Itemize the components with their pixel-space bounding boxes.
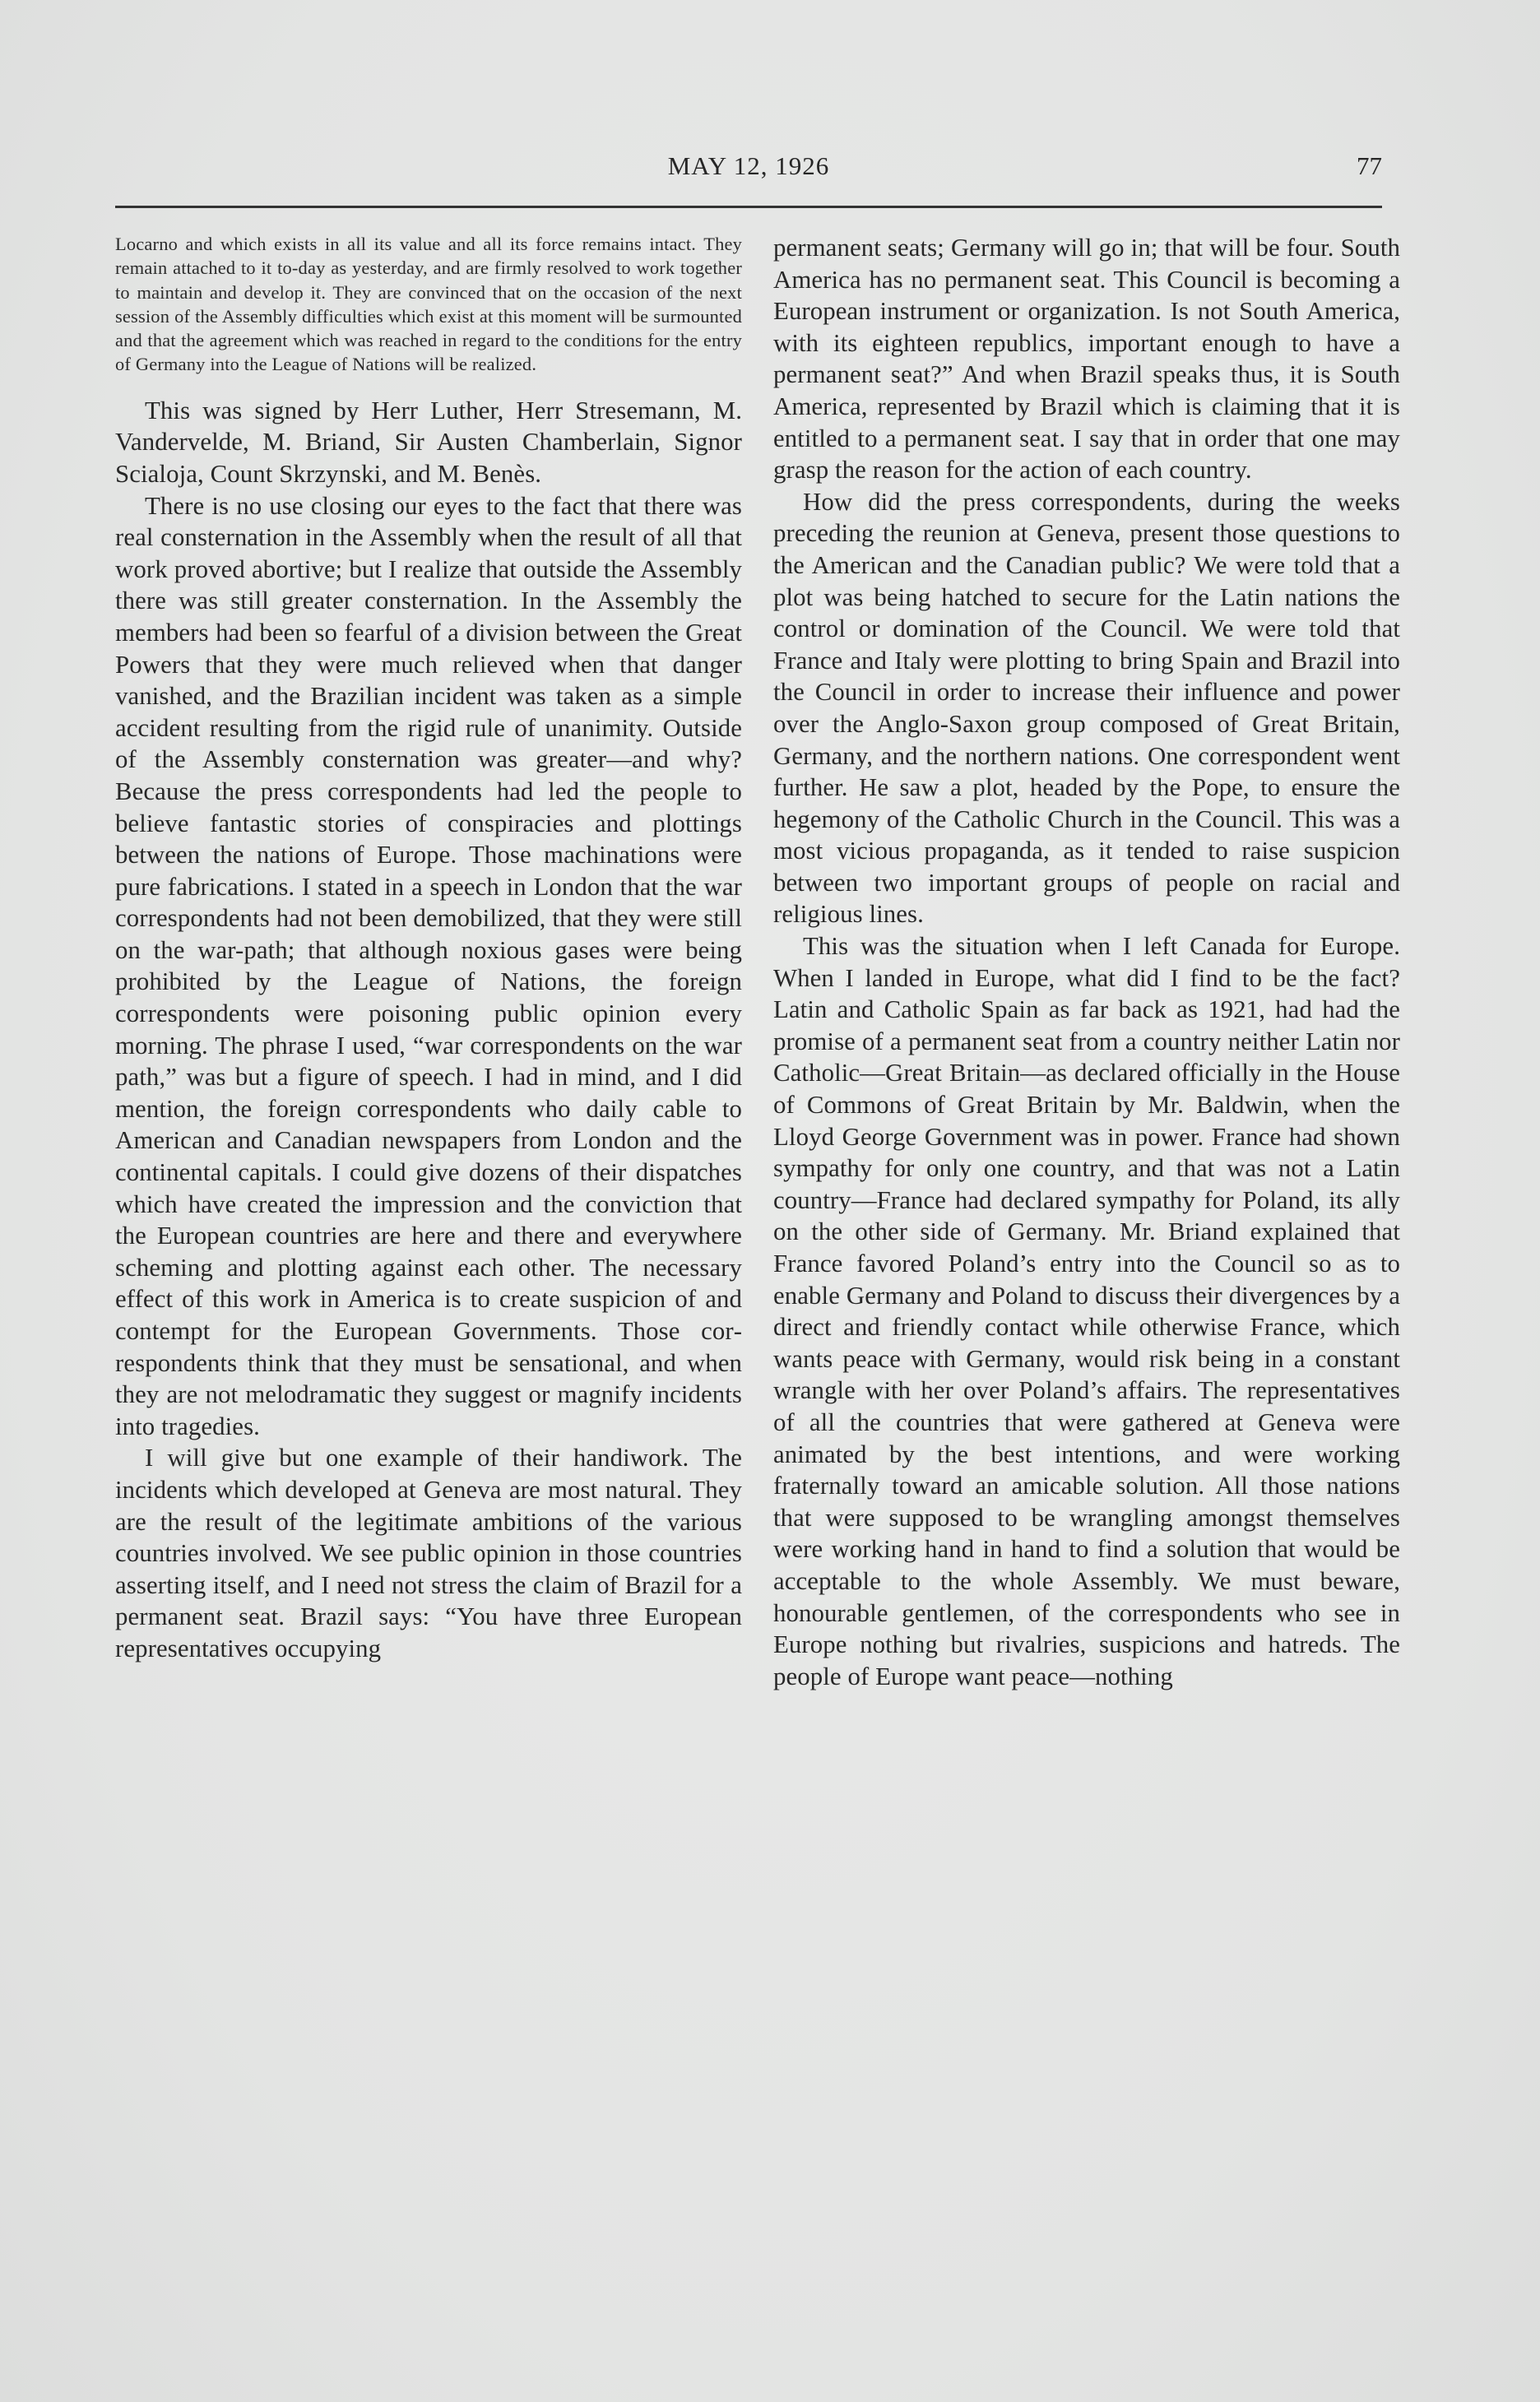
- header-rule: [115, 206, 1382, 208]
- paragraph-consternation: There is no use closing our eyes to the fact that there was real consternation in the Assembly when the result of all that work proved abortive; but I realize that outside the Assembly there was still greater consternation. In the Assembly the members had been so fearful of a division between the Great Powers that they were much relieved when that danger vanished, and the Brazilian incident was taken as a simple accident resulting from the rigid rule of unanimity. Outside of the Assembly consternation was greater—and why? Because the press correspondents had led the people to believe fantastic stories of conspiracies and plottings between the nations of Europe. Those machinations were pure fabrications. I stated in a speech in London that the war correspondents had not been demobilized, that they were still on the war-path; that although noxious gases were being prohibited by the League of Nations, the foreign correspondents were poisoning public opinion every morning. The phrase I used, “war correspondents on the war path,” was but a figure of speech. I had in mind, and I did mention, the foreign correspondents who daily cable to American and Canadian newspapers from London and the continental capitals. I could give dozens of their dispatches which have created the impression and the conviction that the European countries are here and there and everywhere scheming and plotting against each other. The necessary effect of this work in America is to create suspicion of and contempt for the European Governments. Those correspondents think that they must be sensational, and when they are not melodramatic they suggest or magnify incidents into tragedies.: [115, 491, 742, 1440]
- left-column: [115, 232, 742, 1665]
- page-number: 77: [1357, 151, 1382, 180]
- paragraph-signatories: This was signed by Herr Luther, Herr Stresemann, M. Vandervelde, M. Briand, Sir Austen Chamberlain, Signor Scialoja, Count Skrzynski, and M. Benès.: [115, 396, 742, 488]
- quoted-declaration: Locarno and which exists in all its value and all its force remains intact. They remain attached to it to-day as yesterday, and are firmly resolved to work together to maintain and develop it. They are convinced that on the occasion of the next session of the Assembly difficulties which exist at this moment will be surmounted and that the agreement which was reached in regard to the conditions for the entry of Germany into the League of Nations will be realized.: [115, 234, 742, 375]
- page-date: MAY 12, 1926: [667, 151, 830, 180]
- paragraph-press-correspondents: How did the press correspondents, during the weeks preceding the reunion at Geneva, present those questions to the American and the Canadian public? We were told that a plot was being hatched to secure for the Latin nations the control or domination of the Council. We were told that France and Italy were plotting to bring Spain and Brazil into the Council in order to increase their influence and power over the Anglo-Saxon group composed of Great Britain, Germany, and the northern nations. One correspondent went further. He saw a plot, headed by the Pope, to ensure the hegemony of the Catholic Church in the Council. This was a most vicious propaganda, as it tended to raise suspicion between two important groups of people on racial and religious lines.: [773, 487, 1400, 929]
- paragraph-handiwork: I will give but one example of their handiwork. The incidents which developed at Geneva are most natural. They are the result of the legitimate ambitions of the various countries involved. We see public opinion in those countries asserting itself, and I need not stress the claim of Brazil for a permanent seat. Brazil says: “You have three European representatives occupying: [115, 1444, 742, 1662]
- paragraph-situation-europe: This was the situation when I left Canada for Europe. When I landed in Europe, what did I find to be the fact? Latin and Catholic Spain as far back as 1921, had had the promise of a permanent seat from a country neither Latin nor Catholic—Great Britain—as declared officially in the House of Commons of Great Britain by Mr. Baldwin, when the Lloyd George Government was in power. France had shown sympathy for only one country, and that was not a Latin country—France had declared sympathy for Poland, its ally on the other side of Germany. Mr. Briand explained that France favored Poland’s entry into the Council so as to enable Germany and Poland to discuss their divergences by a direct and friendly contact while otherwise France, which wants peace with Germany, would risk being in a constant wrangle with her over Poland’s affairs. The representatives of all the countries that were gathered at Geneva were animated by the best intentions, and were working fraternally toward an amicable solution. All those nations that were supposed to be wrangling amongst themselves were working hand in hand to find a solution that would be acceptable to the whole Assembly. We must beware, honourable gentlemen, of the correspondents who see in Europe nothing but rivalries, suspicions and hatreds. The people of Europe want peace—nothing: [773, 932, 1400, 1690]
- right-column: [773, 232, 1400, 1692]
- paragraph-permanent-seats: permanent seats; Germany will go in; that will be four. South America has no permanent seat. This Council is becoming a European instrument or organization. Is not South America, with its eighteen republics, important enough to have a permanent seat?” And when Brazil speaks thus, it is South America, represented by Brazil which is claiming that it is entitled to a permanent seat. I say that in order that one may grasp the reason for the action of each country.: [773, 234, 1400, 485]
- running-head: [115, 150, 1382, 183]
